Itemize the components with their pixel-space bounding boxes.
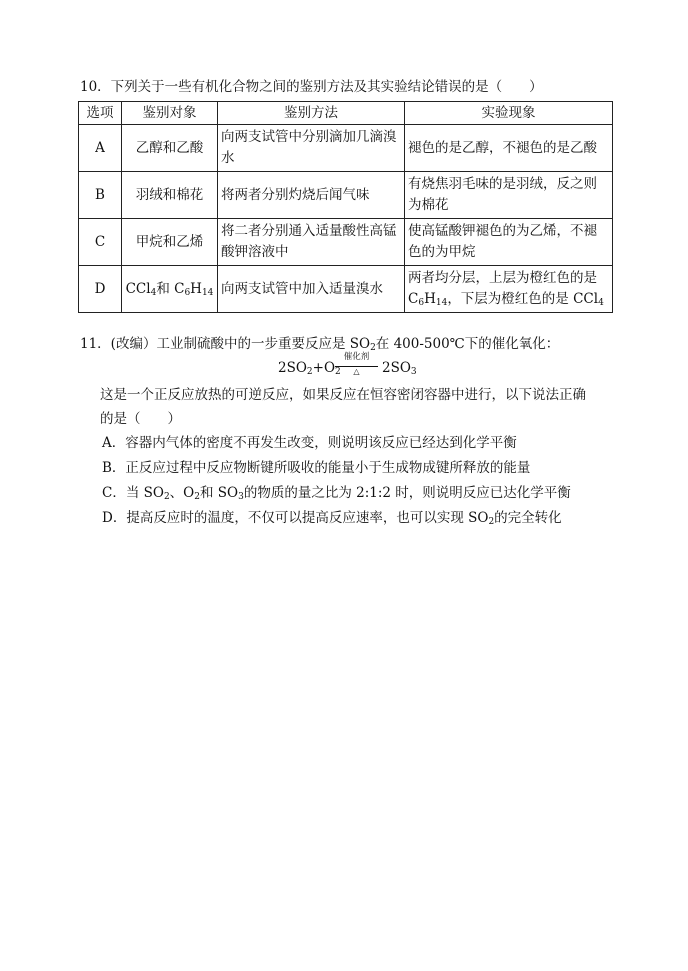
row-method: 将二者分别通入适量酸性高锰酸钾溶液中 xyxy=(218,219,405,266)
equation-reactants: $2SO_2+O_2$ xyxy=(278,360,341,377)
chemical-equation xyxy=(278,352,418,386)
question-11-stem: 11．(改编）工业制硫酸中的一步重要反应是 $SO_2$在 400-500℃下的催化氧化： xyxy=(80,336,560,353)
table-row xyxy=(79,266,613,313)
question-11-body xyxy=(100,383,620,431)
reaction-condition-arrow xyxy=(333,352,380,382)
row-option: B xyxy=(79,172,122,219)
row-result: 使高锰酸钾褪色的为乙烯，不褪色的为甲烷 xyxy=(405,219,613,266)
identification-table xyxy=(78,101,613,313)
table-header-row xyxy=(79,102,613,125)
option-c: C．当 $SO_2$、$O_2$和 $SO_3$的物质的量之比为 2:1:2 时，则说明反应已达化学平衡 xyxy=(102,485,571,502)
table-row xyxy=(79,219,613,266)
row-object: 羽绒和棉花 xyxy=(122,172,218,219)
question-11-options xyxy=(102,431,571,531)
row-result: 有烧焦羽毛味的是羽绒，反之则为棉花 xyxy=(405,172,613,219)
header-option: 选项 xyxy=(79,102,122,125)
option-b: B．正反应过程中反应物断键所吸收的能量小于生成物成键所释放的能量 xyxy=(102,460,531,476)
row-method: 向两支试管中分别滴加几滴溴水 xyxy=(218,125,405,172)
row-result: 两者均分层，上层为橙红色的是 $C_6H_{14}$，下层为橙红色的是 CCl$_4$ xyxy=(405,266,613,313)
formula-ccl4: CCl$_4$ xyxy=(125,280,157,298)
row-method: 向两支试管中加入适量溴水 xyxy=(218,266,405,313)
row-object: 乙醇和乙酸 xyxy=(122,125,218,172)
equation-products: $2SO_3$ xyxy=(382,360,417,377)
table-row xyxy=(79,125,613,172)
option-d: D．提高反应时的温度，不仅可以提高反应速率，也可以实现 $SO_2$的完全转化 xyxy=(102,510,562,527)
row-object: 甲烷和乙烯 xyxy=(122,219,218,266)
row-result: 褪色的是乙醇，不褪色的是乙酸 xyxy=(405,125,613,172)
row-option: C xyxy=(79,219,122,266)
row-method: 将两者分别灼烧后闻气味 xyxy=(218,172,405,219)
heat-symbol: △ xyxy=(353,367,360,376)
body-line: 这是一个正反应放热的可逆反应，如果反应在恒容密闭容器中进行，以下说法正确 xyxy=(100,387,586,403)
question-10-stem: 10．下列关于一些有机化合物之间的鉴别方法及其实验结论错误的是（ ） xyxy=(80,79,543,95)
row-object: CCl$_4$和 $C_6H_{14}$ xyxy=(122,266,218,313)
table-row xyxy=(79,172,613,219)
body-line: 的是（ ） xyxy=(100,411,181,427)
header-result: 实验现象 xyxy=(405,102,613,125)
row-option: A xyxy=(79,125,122,172)
header-object: 鉴别对象 xyxy=(122,102,218,125)
option-a: A．容器内气体的密度不再发生改变，则说明该反应已经达到化学平衡 xyxy=(102,435,517,451)
catalyst-label: 催化剂 xyxy=(343,352,370,362)
row-option: D xyxy=(79,266,122,313)
header-method: 鉴别方法 xyxy=(218,102,405,125)
